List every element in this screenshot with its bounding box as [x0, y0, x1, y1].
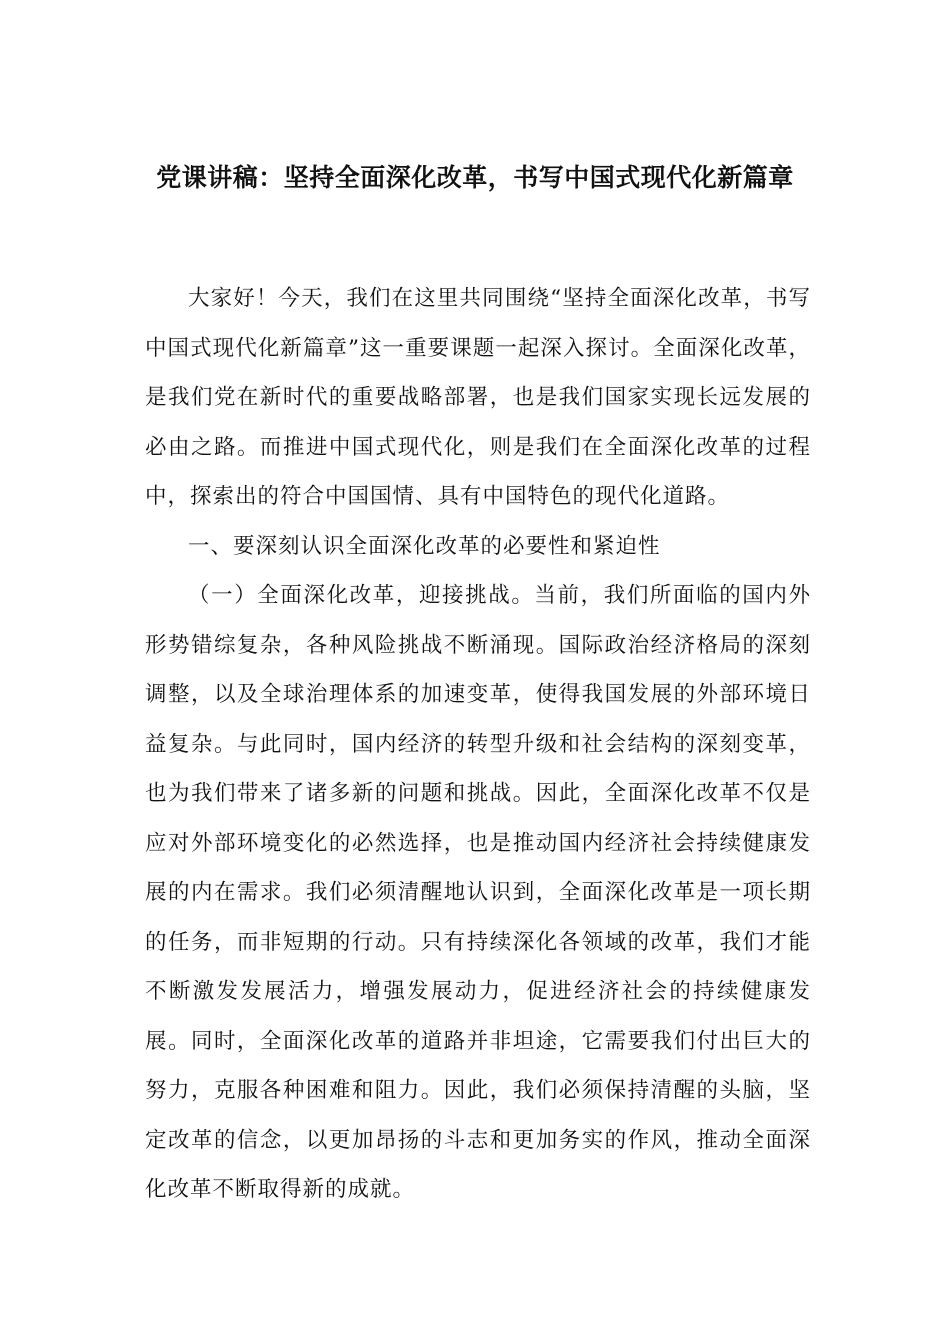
document-body [145, 274, 811, 1215]
section-heading: 一、要深刻认识全面深化改革的必要性和紧迫性 [188, 533, 661, 559]
document-title: 党课讲稿：坚持全面深化改革，书写中国式现代化新篇章 [156, 163, 794, 192]
intro-paragraph: 大家好！今天，我们在这里共同围绕“坚持全面深化改革，书写中国式现代化新篇章”这一重要课题一起深入探讨。全面深化改革，是我们党在新时代的重要战略部署，也是我们国家实现长远发展的必由之路。而推进中国式现代化，则是我们在全面深化改革的过程中，探索出的符合中国国情、具有中国特色的现代化道路。 [145, 286, 811, 509]
subsection-paragraph: （一）全面深化改革，迎接挑战。当前，我们所面临的国内外形势错综复杂，各种风险挑战不断涌现。国际政治经济格局的深刻调整，以及全球治理体系的加速变革，使得我国发展的外部环境日益复杂。与此同时，国内经济的转型升级和社会结构的深刻变革，也为我们带来了诸多新的问题和挑战。因此，全面深化改革不仅是应对外部环境变化的必然选择，也是推动国内经济社会持续健康发展的内在需求。我们必须清醒地认识到，全面深化改革是一项长期的任务，而非短期的行动。只有持续深化各领域的改革，我们才能不断激发发展活力，增强发展动力，促进经济社会的持续健康发展。同时，全面深化改革的道路并非坦途，它需要我们付出巨大的努力，克服各种困难和阻力。因此，我们必须保持清醒的头脑，坚定改革的信念，以更加昂扬的斗志和更加务实的作风，推动全面深化改革不断取得新的成就。 [145, 583, 811, 1202]
